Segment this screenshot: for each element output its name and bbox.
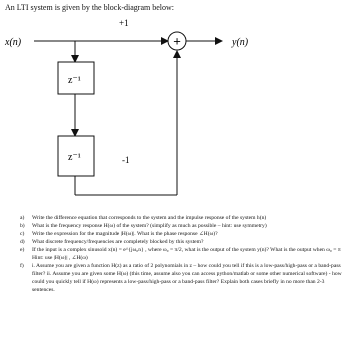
question-c — [20, 230, 345, 238]
question-text: i. Assume you are given a function H(z) as a ratio of 2 polynomials in z – how could you tell if this is a low-pass/high-pass or a band-pass filter? ii. Assume you are given some H(ω) (this time, assume also you can access python/matlab or some other numerical software) - how could you quickly tell if H(ω) represents a low-pass/high-pass or a band-pass filter? Explain both cases briefly in no more than 2-3 sentences. — [32, 263, 342, 294]
question-label: b) — [20, 223, 25, 230]
question-text: What discrete frequency/frequencies are completely blocked by this system? — [32, 239, 204, 246]
question-text: Write the difference equation that corresponds to the system and the impulse response of the system h(n) — [32, 215, 267, 221]
question-text: Write the expression for the magnitude |H(ω)|. What is the phase response ∠H(ω)? — [32, 231, 218, 238]
question-f — [20, 262, 345, 294]
question-label: f) — [20, 263, 24, 270]
gain-bottom-label: -1 — [122, 155, 130, 165]
question-e — [20, 246, 345, 262]
question-label: c) — [20, 231, 25, 238]
adder-symbol: + — [173, 33, 181, 49]
question-label: d) — [20, 239, 25, 246]
question-b — [20, 222, 345, 230]
delay-label-2: z⁻¹ — [68, 152, 81, 163]
question-list — [20, 214, 345, 294]
question-label: e) — [20, 247, 25, 254]
question-d — [20, 238, 345, 246]
delay-label-1: z⁻¹ — [68, 75, 81, 86]
question-label: a) — [20, 215, 25, 221]
question-text: What is the frequency response H(ω) of the system? (simplify as much as possible – hint: use symmetry) — [32, 223, 267, 230]
intro-text: An LTI system is given by the block-diagram below: — [5, 3, 175, 12]
gain-top-label: +1 — [119, 18, 129, 28]
output-label: y(n) — [232, 37, 249, 48]
input-label: x(n) — [5, 37, 22, 48]
question-a — [20, 214, 345, 222]
question-text: If the input is a complex sinusoid x(n) = e^{jω₀n} , where ω₀ = π/2, what is the output of the system y(n)? What is the output when ω₀ = π Hint: use |H(ω)| , ∠H(ω) — [32, 247, 341, 262]
